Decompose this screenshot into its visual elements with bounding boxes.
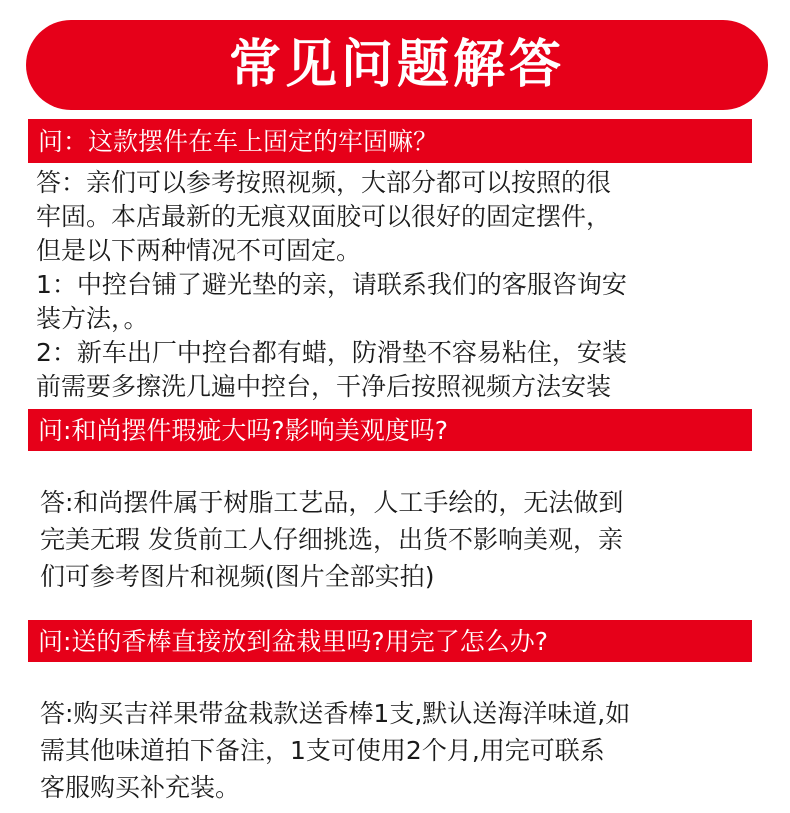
answer-line: 但是以下两种情况不可固定。	[36, 236, 362, 265]
answer-line: 装方法，。	[36, 304, 149, 333]
page-title: 常见问题解答	[228, 35, 565, 95]
answer-line: 答:购买吉祥果带盆栽款送香棒1支,默认送海洋味道,如	[40, 699, 631, 728]
answer-line: 牢固。本店最新的无痕双面胶可以很好的固定摆件，	[36, 202, 612, 231]
answer-line: 们可参考图片和视频(图片全部实拍)	[40, 562, 435, 591]
question-bar-1	[28, 119, 752, 163]
answer-line: 答:和尚摆件属于树脂工艺品，人工手绘的，无法做到	[40, 488, 624, 517]
question-bar-3	[28, 620, 752, 662]
answer-line: 客服购买补充装。	[40, 773, 241, 802]
answer-line: 1：中控台铺了避光垫的亲，请联系我们的客服咨询安	[36, 270, 627, 299]
question-text-1: 问：这款摆件在车上固定的牢固嘛？	[38, 126, 439, 156]
question-text-3: 问:送的香棒直接放到盆栽里吗?用完了怎么办?	[38, 626, 548, 656]
answer-line: 需其他味道拍下备注，1支可使用2个月,用完可联系	[40, 736, 605, 765]
question-text-2: 问:和尚摆件瑕疵大吗?影响美观度吗?	[38, 415, 448, 445]
answer-line: 前需要多擦洗几遍中控台，干净后按照视频方法安装	[36, 372, 612, 401]
answer-block-2	[40, 484, 623, 595]
answer-line: 2：新车出厂中控台都有蜡，防滑垫不容易粘住，安装	[36, 338, 627, 367]
answer-block-1	[36, 166, 627, 404]
answer-line: 完美无瑕 发货前工人仔细挑选，出货不影响美观，亲	[40, 525, 623, 554]
answer-line: 答：亲们可以参考按照视频，大部分都可以按照的很	[36, 168, 612, 197]
title-banner	[26, 20, 768, 110]
question-bar-2	[28, 409, 752, 451]
answer-block-3	[40, 695, 630, 806]
